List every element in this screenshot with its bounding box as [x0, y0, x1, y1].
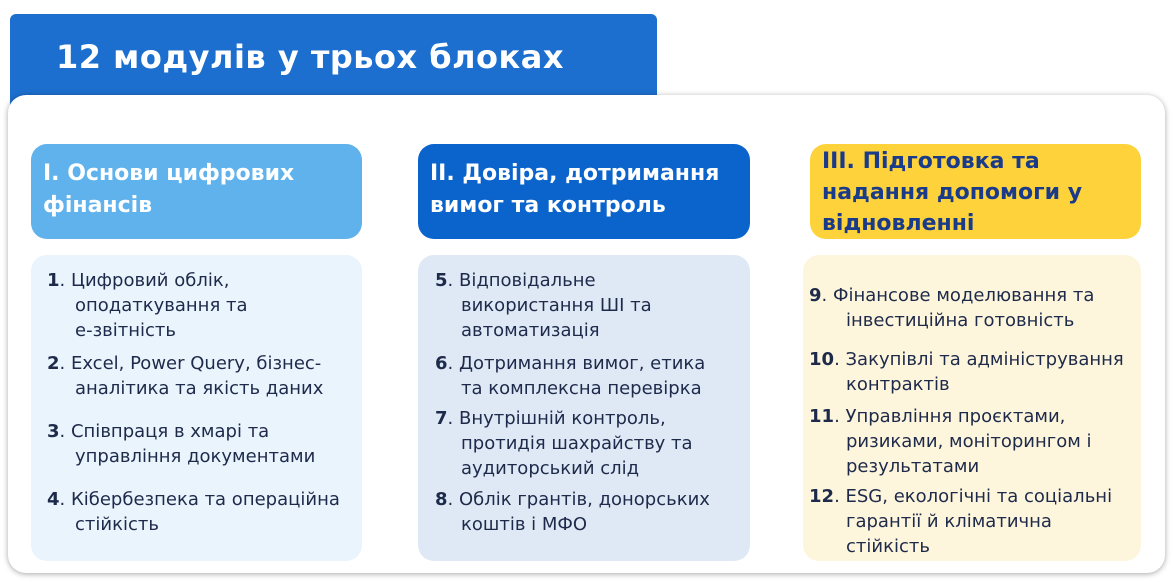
module-text: використання ШІ та — [461, 295, 652, 316]
module-item — [435, 487, 710, 537]
module-text: . Excel, Power Query, бізнес- — [59, 353, 322, 374]
module-text: гарантії й кліматична — [846, 511, 1052, 532]
block-3-header-line: надання допомоги у — [822, 180, 1083, 205]
block-1-header — [31, 144, 362, 239]
module-item — [47, 268, 248, 343]
module-text: ризиками, моніторингом і — [846, 431, 1092, 452]
module-text: . Внутрішній контроль, — [447, 408, 666, 429]
block-1-header-line: I. Основи цифрових — [43, 161, 295, 186]
module-item — [809, 404, 1092, 479]
module-item — [809, 283, 1094, 333]
module-number: 4 — [47, 489, 60, 510]
module-text: е-звітність — [75, 320, 176, 341]
module-text: контрактів — [846, 374, 950, 395]
module-text: та комплексна перевірка — [461, 378, 702, 399]
block-2-header — [418, 144, 750, 239]
module-number: 3 — [47, 421, 60, 442]
module-text: . Цифровий облік, — [59, 270, 230, 291]
module-text: коштів і МФО — [461, 514, 588, 535]
module-text: інвестиційна готовність — [846, 310, 1075, 331]
block-3-header-line: III. Підготовка та — [822, 149, 1040, 174]
module-text: . Кібербезпека та операційна — [59, 489, 340, 510]
module-text: протидія шахрайству та — [461, 433, 693, 454]
block-2-header-line: II. Довіра, дотримання — [430, 161, 720, 186]
module-text: автоматизація — [461, 320, 600, 341]
module-item — [435, 406, 693, 481]
module-item — [435, 268, 652, 343]
module-item — [435, 351, 705, 401]
module-text: управління документами — [75, 446, 316, 467]
block-2-header-line: вимог та контроль — [430, 193, 666, 218]
module-item — [47, 487, 340, 537]
block-3-header-line: відновленні — [822, 211, 975, 236]
module-number: 11 — [809, 406, 835, 427]
module-item — [809, 484, 1112, 559]
module-number: 8 — [435, 489, 448, 510]
module-item — [47, 351, 323, 401]
module-text: стійкість — [75, 514, 159, 535]
module-text: . Відповідальне — [447, 270, 596, 291]
module-number: 2 — [47, 353, 60, 374]
module-text: стійкість — [846, 536, 930, 557]
block-1-header-line: фінансів — [43, 193, 153, 218]
module-text: аудиторський слід — [461, 458, 640, 479]
module-text: . Співпраця в хмарі та — [59, 421, 270, 442]
module-text: . Дотримання вимог, етика — [447, 353, 706, 374]
module-text: результатами — [846, 456, 980, 477]
module-text: . Закупівлі та адміністрування — [834, 349, 1124, 370]
page-title: 12 модулів у трьох блоках — [56, 38, 564, 76]
module-number: 1 — [47, 270, 60, 291]
module-number: 12 — [809, 486, 835, 507]
module-text: . ESG, екологічні та соціальні — [834, 486, 1113, 507]
module-number: 6 — [435, 353, 448, 374]
module-text: оподаткування та — [75, 295, 248, 316]
module-text: . Фінансове моделювання та — [821, 285, 1095, 306]
module-number: 5 — [435, 270, 448, 291]
module-text: аналітика та якість даних — [75, 378, 324, 399]
module-text: . Управління проєктами, — [834, 406, 1066, 427]
block-3-header — [810, 144, 1141, 239]
module-item — [47, 419, 315, 469]
module-text: . Облік грантів, донорських — [447, 489, 710, 510]
module-number: 9 — [809, 285, 822, 306]
module-item — [809, 347, 1124, 397]
module-number: 7 — [435, 408, 448, 429]
module-number: 10 — [809, 349, 835, 370]
